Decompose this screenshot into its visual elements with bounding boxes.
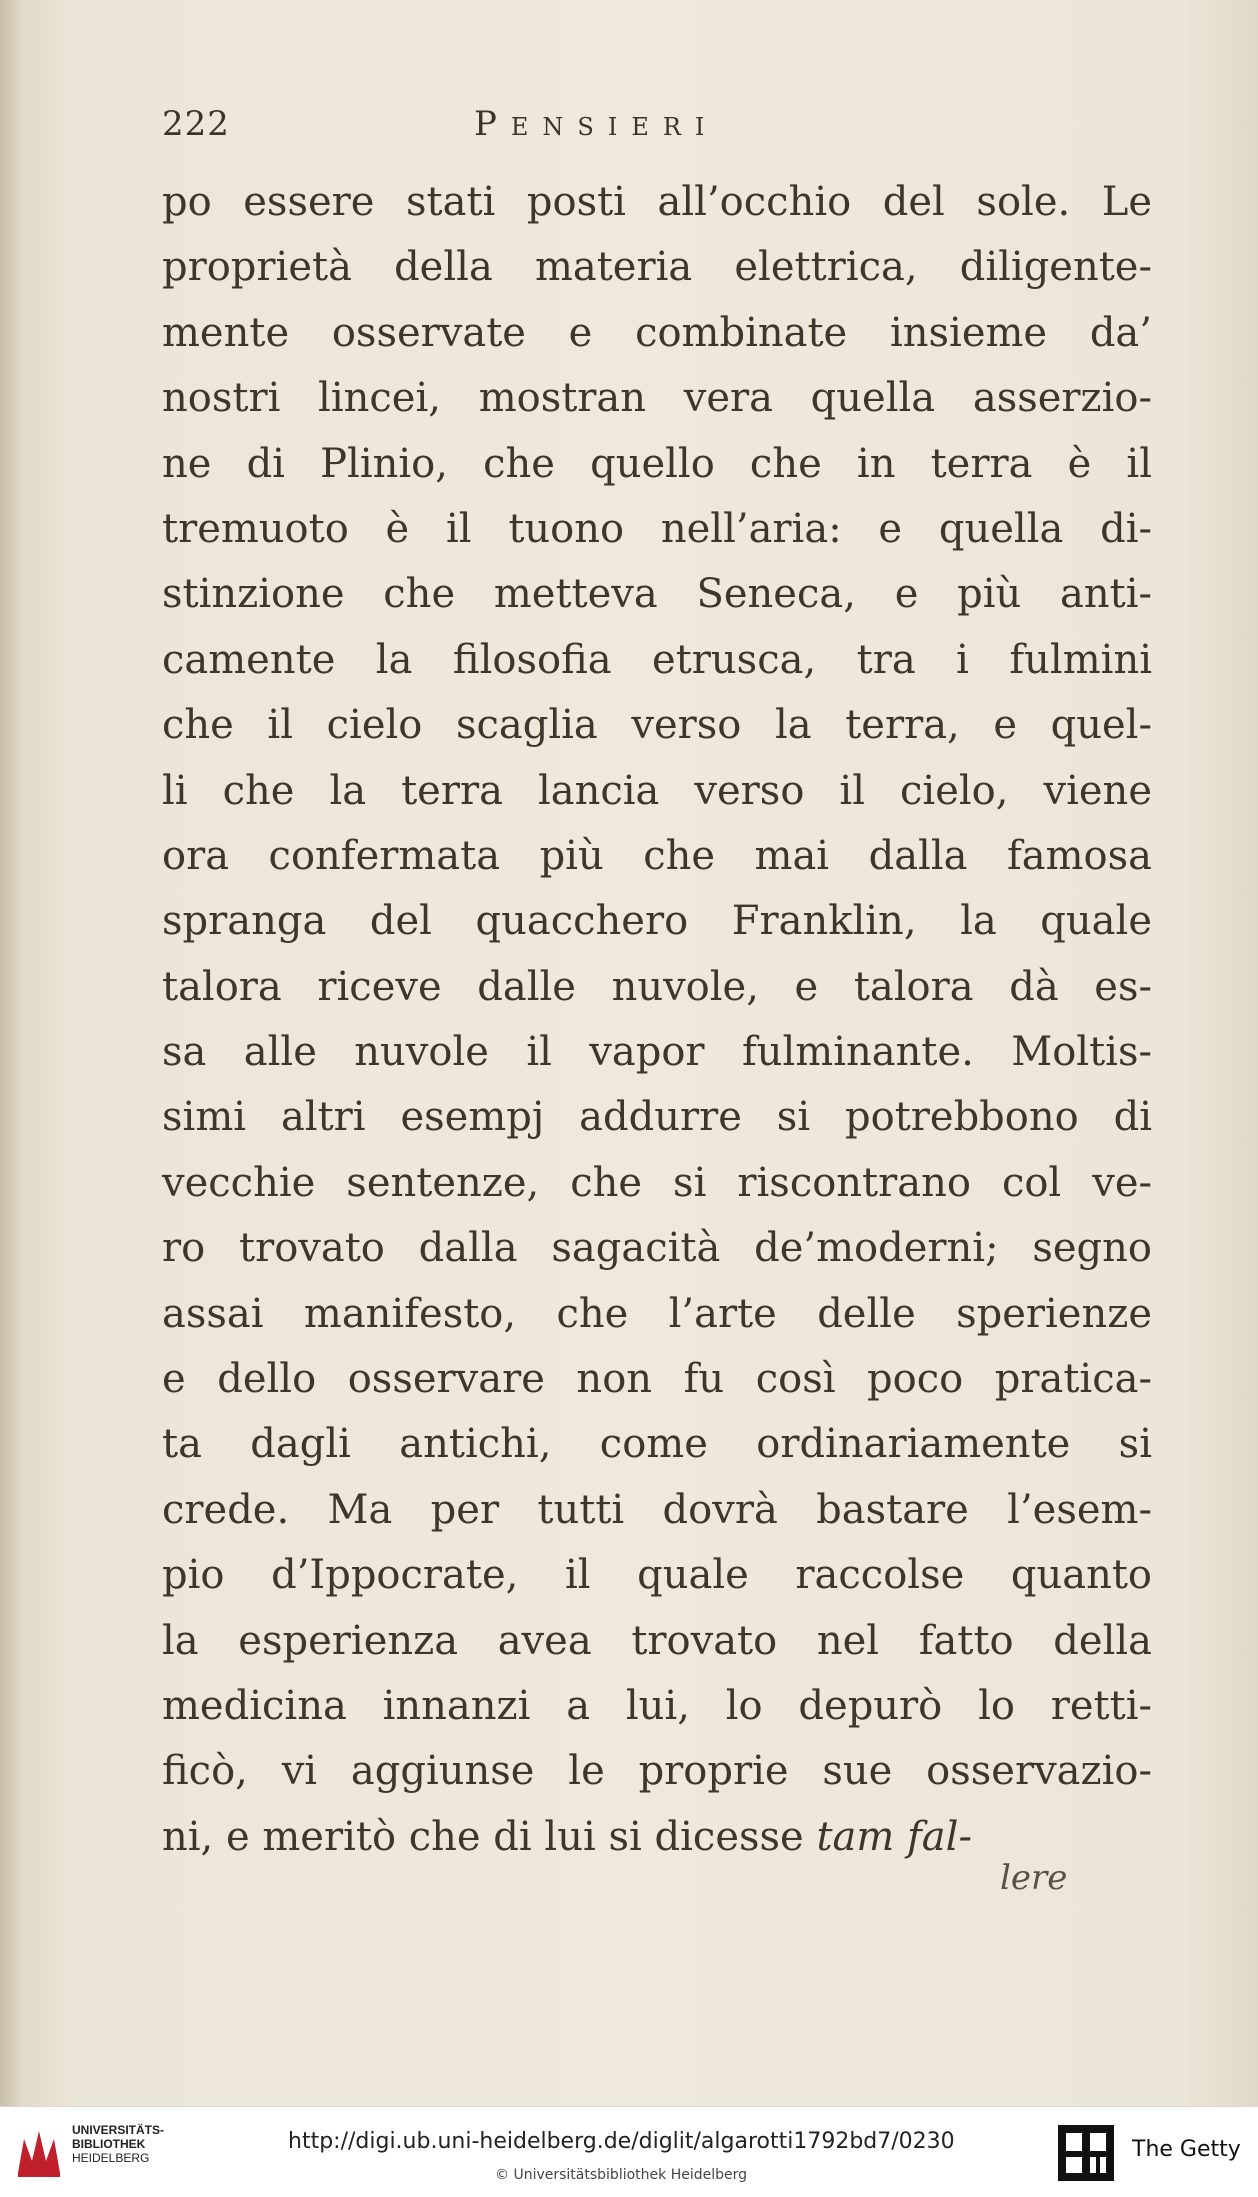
text-line: crede. Ma per tutti dovrà bastare l’esem- (162, 1486, 1152, 1533)
partner-name: The Getty (1132, 2137, 1241, 2162)
catchword: lere (1000, 1858, 1068, 1898)
page-header (162, 104, 1162, 164)
text-line: assai manifesto, che l’arte delle sperienze (162, 1290, 1152, 1337)
text-line: ora confermata più che mai dalla famosa (162, 832, 1152, 879)
page-number: 222 (162, 104, 230, 144)
text-line: camente la filosofia etrusca, tra i fulmini (162, 636, 1152, 683)
text-line: nostri lincei, mostran vera quella asserzio- (162, 375, 1152, 422)
text-line: mente osservate e combinate insieme da’ (162, 309, 1152, 356)
text-line: po essere stati posti all’occhio del sole. Le (162, 179, 1152, 225)
permalink-url[interactable]: http://digi.ub.uni-heidelberg.de/diglit/algarotti1792bd7/0230 (288, 2129, 955, 2154)
copyright-notice: © Universitätsbibliothek Heidelberg (495, 2167, 748, 2183)
page-edge-shadow (0, 0, 22, 2106)
library-name (72, 2123, 164, 2165)
text-line: ta dagli antichi, come ordinariamente si (162, 1421, 1152, 1468)
text-line: pio d’Ippocrate, il quale raccolse quanto (162, 1552, 1152, 1599)
text-line: vecchie sentenze, che si riscontrano col ve- (162, 1159, 1152, 1206)
text-line: talora riceve dalle nuvole, e talora dà es- (162, 963, 1152, 1010)
text-line: ficò, vi aggiunse le proprie sue osservazio- (162, 1748, 1152, 1795)
text-line: sa alle nuvole il vapor fulminante. Moltis- (162, 1029, 1152, 1076)
running-head: Pensieri (474, 104, 719, 144)
university-library-logo-icon (12, 2121, 66, 2181)
body-text (162, 170, 1152, 1870)
viewer-footer (0, 2106, 1258, 2197)
last-line-roman: ni, e meritò che di lui si dicesse (162, 1813, 804, 1860)
text-line: stinzione che metteva Seneca, e più anti- (162, 571, 1152, 618)
text-line: tremuoto è il tuono nell’aria: e quella di- (162, 505, 1152, 552)
text-line: medicina innanzi a lui, lo depurò lo retti- (162, 1682, 1152, 1729)
text-line: proprietà della materia elettrica, diligente- (162, 244, 1152, 291)
library-name-line1: UNIVERSITÄTS- (72, 2123, 165, 2137)
getty-logo-icon (1058, 2125, 1114, 2181)
library-name-line3: HEIDELBERG (72, 2151, 150, 2165)
text-line: la esperienza avea trovato nel fatto della (162, 1617, 1152, 1664)
text-line: li che la terra lancia verso il cielo, viene (162, 767, 1152, 814)
last-line-italic: tam fal- (816, 1813, 972, 1860)
text-line: ne di Plinio, che quello che in terra è il (162, 440, 1152, 487)
text-line: spranga del quacchero Franklin, la quale (162, 898, 1152, 945)
text-line: e dello osservare non fu così poco pratica- (162, 1356, 1152, 1403)
text-line: che il cielo scaglia verso la terra, e quel- (162, 702, 1152, 749)
text-line: ro trovato dalla sagacità de’moderni; segno (162, 1225, 1152, 1272)
library-name-line2: BIBLIOTHEK (72, 2137, 146, 2151)
text-line: simi altri esempj addurre si potrebbono di (162, 1094, 1152, 1141)
